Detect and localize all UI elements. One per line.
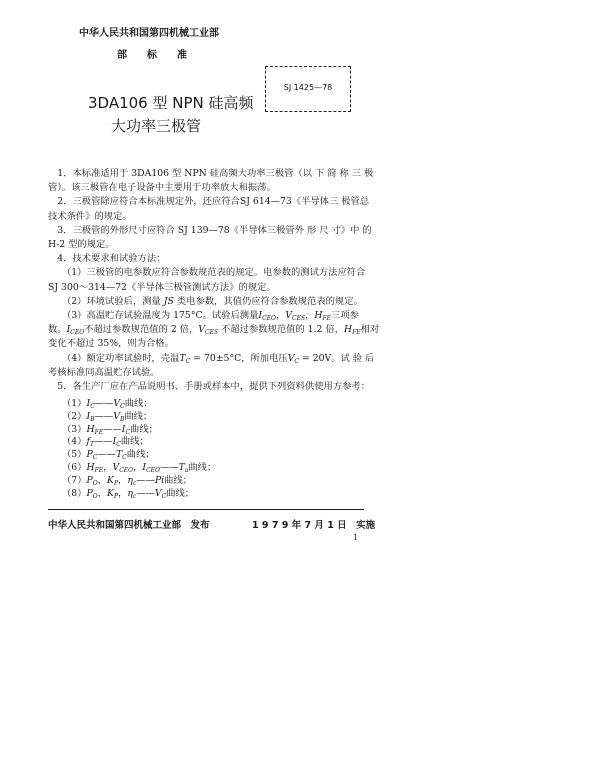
text-run: 类电参数，其值仍应符合参数规范表的规定。 (173, 295, 363, 307)
body-line (48, 338, 174, 350)
symbol: I (112, 436, 117, 448)
text-run: （5） (62, 449, 87, 461)
symbol: H (344, 324, 353, 336)
footer-issuer: 中华人民共和国第四机械工业部 发布 (48, 520, 210, 531)
document-title-line1: 3DA106 型 NPN 硅高频 (88, 94, 254, 112)
symbol: I (86, 410, 91, 422)
symbol: K (107, 474, 114, 486)
text-run: 曲线； (124, 398, 153, 409)
symbol-subscript: CES (291, 315, 306, 322)
symbol-subscript: T (89, 441, 94, 449)
body-line (48, 182, 276, 194)
body-line (48, 381, 370, 393)
text-run: 1．本标准适用于 3DA106 型 NPN 硅高频大功率三极管（以 下 简 称 三 极 (48, 168, 374, 179)
text-run: 曲线； (126, 449, 155, 461)
symbol: T (179, 352, 186, 364)
body-line (48, 324, 379, 339)
body-line (48, 353, 374, 368)
text-run: —— (136, 487, 155, 499)
text-run: （2）环境试验后，测量 (48, 295, 164, 307)
symbol-subscript: O (92, 479, 98, 487)
symbol-subscript: C (161, 492, 167, 500)
symbol-subscript: C (120, 403, 125, 410)
text-run: 曲线； (188, 462, 217, 473)
symbol: JS (163, 295, 174, 307)
text-run: （4） (62, 436, 87, 448)
text-run: （4）额定功率试验时，壳温 (48, 352, 180, 364)
symbol: P (86, 474, 93, 486)
footer-divider (48, 509, 364, 510)
symbol: T (178, 462, 185, 473)
symbol-subscript: C (294, 357, 300, 365)
document-title-line2: 大功率三极管 (111, 117, 202, 135)
symbol: I (258, 310, 263, 321)
text-run: —— (136, 474, 155, 486)
symbol-subscript: c (132, 492, 137, 500)
symbol: V (287, 352, 295, 364)
text-run: （7） (62, 474, 87, 486)
text-run: —— (103, 423, 122, 435)
text-run: 数。 (48, 324, 67, 336)
body-line (48, 253, 165, 265)
symbol: H (314, 310, 323, 321)
text-run: 相对 (360, 324, 380, 336)
symbol: P (86, 487, 93, 499)
text-run: 4．技术要求和试验方法： (48, 253, 166, 265)
symbol: K (107, 487, 114, 499)
text-run: 曲线； (120, 436, 149, 448)
text-run: 三项参 (331, 310, 359, 321)
symbol-subscript: CEO (262, 315, 276, 322)
text-run: （1）三极管的电参数应符合参数规范表的规定。电参数的测试方法应符合 (48, 267, 366, 279)
text-run: 不超过参数规范值的 2 倍， (84, 324, 199, 336)
text-run: （3）高温贮存试验温度为 175°C。试验后测量 (48, 310, 259, 321)
symbol: V (113, 410, 120, 422)
symbol: T (115, 449, 123, 461)
text-run: —— (93, 436, 113, 448)
text-run: ， (97, 487, 108, 499)
standard-code-box (265, 66, 351, 112)
text-run: 不超过参数规范值的 1.2 倍， (218, 324, 345, 336)
standard-code: SJ 1425—78 (283, 83, 333, 92)
text-run: H-2 型的规定。 (48, 239, 115, 250)
text-run: （2） (62, 410, 87, 422)
body-line (48, 296, 363, 308)
text-run: —— (159, 462, 179, 473)
body-line (48, 225, 372, 237)
text-run: —— (94, 410, 114, 422)
ministry-heading: 中华人民共和国第四机械工业部 (79, 28, 219, 39)
text-run: = 70±5°C，所加电压 (190, 352, 288, 364)
text-run: （1） (62, 398, 87, 409)
body-line (48, 282, 276, 294)
text-run: SJ 300～314—72《半导体三极管测试方法》的规定。 (48, 281, 276, 293)
text-run: 考核标准同高温贮存试验。 (48, 366, 160, 378)
symbol-subscript: P (113, 492, 119, 500)
standard-type: 部 标 准 (117, 50, 187, 61)
symbol: I (142, 462, 147, 473)
symbol-subscript: B (119, 415, 125, 423)
symbol-subscript: C (90, 403, 95, 410)
symbol-subscript: FE (322, 315, 332, 322)
text-run: 技术条件》的规定。 (48, 210, 132, 222)
symbol-subscript: FE (352, 329, 361, 337)
text-run: 曲线； (130, 423, 158, 435)
symbol-subscript: a (184, 467, 189, 474)
text-run: ， (305, 310, 315, 321)
body-line (48, 367, 160, 379)
text-run: ， (103, 462, 113, 473)
text-run: 曲线； (166, 487, 195, 499)
text-run: ， (133, 462, 143, 473)
symbol-subscript: O (92, 492, 98, 500)
symbol-subscript: FE (94, 467, 104, 474)
symbol: P (86, 449, 93, 461)
body-line (48, 310, 359, 325)
symbol: H (86, 462, 95, 473)
symbol: I (121, 423, 126, 435)
symbol: η (127, 487, 133, 499)
text-run: 曲线； (124, 410, 153, 422)
symbol-subscript: CEO (70, 329, 85, 337)
text-run: （3） (62, 423, 87, 435)
symbol-subscript: c (132, 479, 137, 487)
symbol-subscript: FE (94, 428, 104, 436)
text-run: —— (94, 398, 114, 409)
symbol-subscript: CES (205, 329, 219, 337)
symbol-subscript: B (90, 415, 95, 423)
text-run: （6） (62, 462, 87, 473)
text-run: ， (118, 487, 128, 499)
symbol: Pi (154, 474, 165, 486)
symbol: η (127, 474, 133, 486)
text-run: 曲线； (164, 474, 193, 486)
symbol: I (86, 398, 91, 409)
symbol: V (154, 487, 162, 499)
text-run: 变化不超过 35%，则为合格。 (48, 338, 174, 350)
symbol-subscript: C (125, 428, 131, 436)
body-line (48, 168, 373, 180)
text-run: ， (275, 310, 286, 321)
footer-effective-date: 1 9 7 9 年 7 月 1 日 实施 (252, 520, 376, 531)
body-line (48, 196, 369, 208)
symbol: V (112, 462, 120, 473)
symbol-subscript: C (116, 441, 121, 449)
symbol-subscript: CEO (146, 467, 160, 474)
body-line (48, 239, 115, 251)
symbol: f (86, 436, 90, 448)
curve-item (62, 488, 194, 503)
text-run: 3．三极管的外形尺寸应符合 SJ 139—78《半导体三极管外 形 尺 寸》中 的 (48, 224, 372, 236)
text-run: 5．各生产厂应在产品说明书、手册或样本中，提供下列资料供使用方参考： (48, 381, 371, 392)
symbol: V (285, 310, 292, 321)
text-run: 管）。该三极管在电子设备中主要用于功率放大和振荡。 (48, 182, 276, 194)
symbol: H (86, 423, 95, 435)
text-run: ， (97, 474, 108, 486)
text-run: 2．三极管除应符合本标准规定外，还应符合SJ 614—73《半导体三 极管总 (48, 196, 370, 208)
text-run: （8） (62, 487, 87, 499)
text-run: = 20V。试 验 后 (299, 352, 375, 364)
symbol: I (66, 324, 71, 336)
text-run: ， (118, 474, 128, 486)
page-number: 1 (353, 533, 359, 542)
symbol-subscript: C (185, 357, 191, 365)
symbol-subscript: C (122, 454, 127, 462)
symbol-subscript: P (113, 479, 119, 487)
text-run: —— (97, 449, 116, 461)
symbol-subscript: C (92, 454, 98, 462)
symbol: V (113, 398, 121, 409)
body-line (48, 267, 365, 279)
symbol-subscript: CEO (119, 467, 134, 474)
symbol: V (198, 324, 205, 336)
body-line (48, 211, 132, 223)
